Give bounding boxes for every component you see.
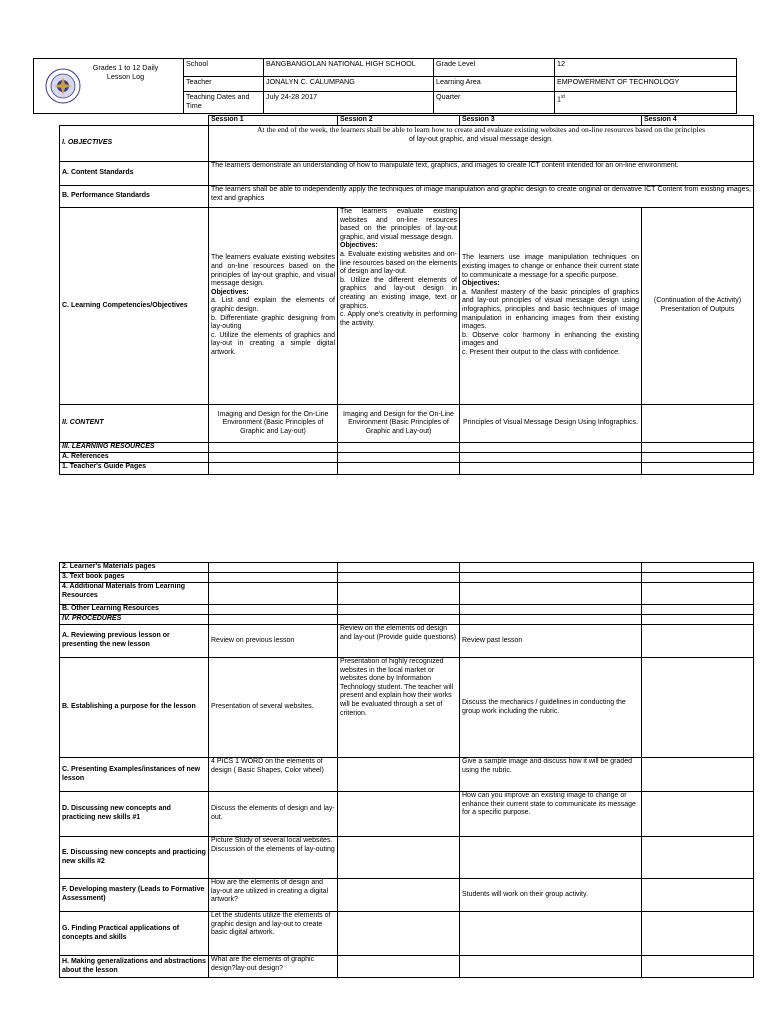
header-table [33, 58, 737, 114]
procedure-b-s3: Discuss the mechanics / guidelines in conducting the group work including the rubric. [460, 658, 642, 758]
dates-value: July 24-28 2017 [264, 92, 434, 114]
quarter-value: 1st [555, 92, 737, 114]
procedure-c-label: C. Presenting Examples/instances of new lesson [60, 758, 209, 792]
procedure-h-s1: What are the elements of graphic design?lay-out design? [209, 956, 338, 978]
resources-label: III. LEARNING RESOURCES [60, 443, 209, 453]
session-3-header: Session 3 [460, 116, 642, 126]
procedure-b-s2: Presentation of highly recognized websites in the local market or websites done by Information Technology student. The teacher will present and explain how their works will be evaluated through a set of criterion. [338, 658, 460, 758]
procedure-d-s3: How can you improve an existing image to change or enhance their current state to communicate its message for a specific purpose. [460, 792, 642, 837]
title-cell [34, 59, 184, 114]
references-label: A. References [60, 453, 209, 463]
teachers-guide-label: 1. Teacher's Guide Pages [60, 463, 209, 475]
competencies-s4: (Continuation of the Activity) Presentation of Outputs [642, 208, 754, 405]
grade-value: 12 [555, 59, 737, 77]
content-s2: Imaging and Design for the On-Line Environment (Basic Principles of Graphic and Lay-out) [338, 405, 460, 443]
procedure-g-label: G. Finding Practical applications of concepts and skills [60, 912, 209, 956]
school-label: School [184, 59, 264, 77]
procedure-e-label: E. Discussing new concepts and practicing new skills #2 [60, 837, 209, 879]
competencies-label: C. Learning Competencies/Objectives [60, 208, 209, 405]
procedure-a-s2: Review on the elements od design and lay-out (Provide guide questions) [338, 625, 460, 658]
procedure-f-s1: How are the elements of design and lay-out are utilized in creating a digital artwork? [209, 879, 338, 912]
competencies-s1: The learners evaluate existing websites and on-line resources based on the principles of lay-out graphic, and visual message design. Objectives: a. List and explain the elements of graphic design. b. Differentiate graphic designing from lay-outing c. Utilize the elements of graphics and lay-out in creating a simple digital artwork. [209, 208, 338, 405]
performance-standards-label: B. Performance Standards [60, 186, 209, 208]
competencies-s2: The learners evaluate existing websites and on-line resources based on the principles of lay-out graphic, and visual message design. Objectives: a. Evaluate existing websites and on-line resources based on the elements of design and lay-out. b. Utilize the different elements of graphics and lay-out design in creating an existing image, text or graphics. c. Apply one's creativity in performing the activity. [338, 208, 460, 405]
content-label: II. CONTENT [60, 405, 209, 443]
procedure-a-s1: Review on previous lesson [209, 625, 338, 658]
competencies-s3: The learners use image manipulation techniques on existing images to change or enhance their current state to communicate a message for a specific purpose. Objectives: a. Manifest mastery of the basic principles of graphics and lay-out principles of visual message design using infographics, principles and basic techniques of image manipulation in enhancing images from their existing images. b. Observe color harmony in enhancing the existing images and c. Present their output to the class with confidence. [460, 208, 642, 405]
content-standards-label: A. Content Standards [60, 162, 209, 186]
objectives-label: I. OBJECTIVES [60, 126, 209, 162]
area-value: EMPOWERMENT OF TECHNOLOGY [555, 77, 737, 92]
title-line1: Grades 1 to 12 Daily [92, 63, 159, 72]
session-1-header: Session 1 [209, 116, 338, 126]
session-2-header: Session 2 [338, 116, 460, 126]
session-4-header: Session 4 [642, 116, 754, 126]
procedure-a-s3: Review past lesson [460, 625, 642, 658]
content-s3: Principles of Visual Message Design Using Infographics. [460, 405, 642, 443]
content-s1: Imaging and Design for the On-Line Environment (Basic Principles of Graphic and Lay-out) [209, 405, 338, 443]
procedure-d-label: D. Discussing new concepts and practicing new skills #1 [60, 792, 209, 837]
procedure-e-s1: Picture Study of several local websites. Discussion of the elements of lay-outing [209, 837, 338, 879]
lesson-table-part1 [59, 115, 754, 475]
procedure-g-s1: Let the students utilize the elements of graphic design and lay-out to create basic digital artwork. [209, 912, 338, 956]
objectives-text: At the end of the week, the learners shall be able to learn how to create and evaluate existing websites and on-line resources based on the principles of lay-out graphic, and visual message design. [209, 126, 754, 162]
procedure-c-s1: 4 PICS 1 WORD on the elements of design ( Basic Shapes, Color wheel) [209, 758, 338, 792]
teacher-label: Teacher [184, 77, 264, 92]
quarter-label: Quarter [434, 92, 555, 114]
teacher-value: JONALYN C. CALUMPANG [264, 77, 434, 92]
grade-label: Grade Level [434, 59, 555, 77]
school-value: BANGBANGOLAN NATIONAL HIGH SCHOOL [264, 59, 434, 77]
dates-label: Teaching Dates and Time [184, 92, 264, 114]
procedure-c-s3: Give a sample image and discuss how it will be graded using the rubric. [460, 758, 642, 792]
other-resources-label: B. Other Learning Resources [60, 605, 209, 615]
procedure-a-label: A. Reviewing previous lesson or presenting the new lesson [60, 625, 209, 658]
lesson-table-part2 [59, 562, 754, 978]
area-label: Learning Area [434, 77, 555, 92]
learners-materials-label: 2. Learner's Materials pages [60, 563, 209, 573]
performance-standards-text: The learners shall be able to independently apply the techniques of image manipulation and graphic design to create original or derivative ICT Content from existing images, text and graphics [209, 186, 754, 208]
procedure-h-label: H. Making generalizations and abstractions about the lesson [60, 956, 209, 978]
procedures-label: IV. PROCEDURES [60, 615, 209, 625]
textbook-label: 3. Text book pages [60, 573, 209, 583]
content-standards-text: The learners demonstrate an understanding of how to manipulate text, graphics, and images to create ICT content intended for an on-line environment. [209, 162, 754, 186]
procedure-d-s1: Discuss the elements of design and lay-out. [209, 792, 338, 837]
procedure-f-label: F. Developing mastery (Leads to Formative Assessment) [60, 879, 209, 912]
deped-seal-icon [45, 68, 81, 104]
procedure-f-s3: Students will work on their group activity. [460, 879, 642, 912]
additional-materials-label: 4. Additional Materials from Learning Resources [60, 583, 209, 605]
procedure-b-label: B. Establishing a purpose for the lesson [60, 658, 209, 758]
title-line2: Lesson Log [106, 72, 145, 81]
procedure-b-s1: Presentation of several websites. [209, 658, 338, 758]
